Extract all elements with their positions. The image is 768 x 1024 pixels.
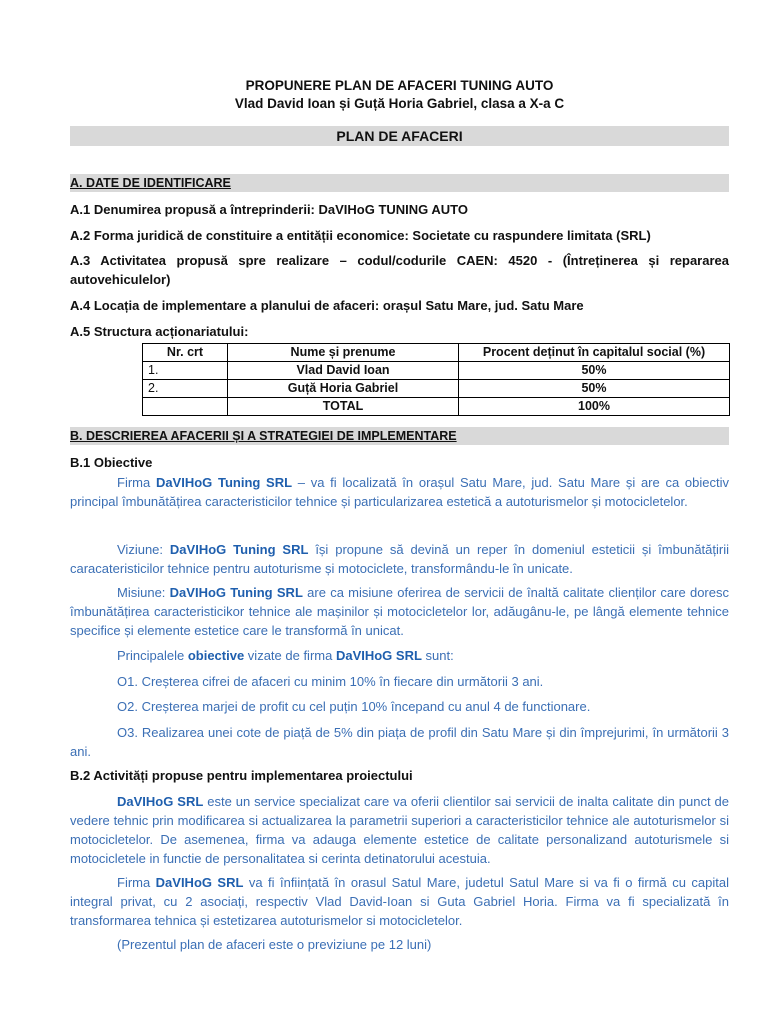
table-cell: TOTAL: [228, 398, 459, 416]
paragraph-prefix: Misiune:: [117, 585, 170, 600]
paragraph-text: vizate de firma: [244, 648, 336, 663]
paragraph-text: își propune să devină un reper în domeniul esteticii și îmbunătățirii caracateristicilor tehnice pentru autoturisme și motociclete, transformându-le în unicate.: [70, 542, 729, 576]
section-a-heading: A. DATE DE IDENTIFICARE: [70, 174, 729, 192]
table-header-cell: Procent deținut în capitalul social (%): [459, 344, 730, 362]
table-row: [143, 362, 730, 380]
b2-heading: B.2 Activități propuse pentru implementarea proiectului: [70, 768, 413, 783]
table-cell: 50%: [459, 380, 730, 398]
paragraph-text: va fi înființată în orasul Satul Mare, judetul Satul Mare si va fi o firmă cu capital integral privat, cu 2 asociați, respectiv Vlad David-Ioan si Guta Gabriel Horia. Firma va fi specializată în transformarea tehnica și estetizarea autoturismelor si motocicletelor.: [70, 875, 729, 928]
paragraph-text: este un service specializat care va oferii clientilor sai servicii de inalta calitate din punct de vedere tehnic prin modificarea si actualizarea la parametrii superiori a caracteristicilor tehnice ale autoturismelor si motocicletelor. De asemenea, firma va adauga elemente estetice de calitate personalizand autoturismele si motocicletele in functie de personalitatea si cerinta detinatorului acestuia.: [70, 794, 729, 866]
table-cell: 50%: [459, 362, 730, 380]
company-name: DaVIHoG Tuning SRL: [155, 475, 293, 490]
paragraph-text: sunt:: [421, 648, 454, 663]
paragraph-prefix: Firma: [117, 475, 156, 490]
paragraph-intro: [70, 473, 729, 511]
objective-o2: O2. Creșterea marjei de profit cu cel puțin 10% începand cu anul 4 de functionare.: [117, 699, 591, 714]
table-cell: Vlad David Ioan: [228, 362, 459, 380]
table-header-row: [143, 344, 730, 362]
item-a3: A.3 Activitatea propusă spre realizare – codul/codurile CAEN: 4520 - (Întreținerea și repararea autovehiculelor): [70, 253, 729, 287]
document-authors: Vlad David Ioan și Guță Horia Gabriel, clasa a X-a C: [234, 96, 565, 111]
company-name: DaVIHoG Tuning SRL: [169, 585, 303, 600]
table-row: [143, 398, 730, 416]
table-cell: 1.: [143, 362, 228, 380]
table-header-cell: Nr. crt: [143, 344, 228, 362]
table-cell: 100%: [459, 398, 730, 416]
table-row: [143, 380, 730, 398]
company-name: DaVIHoG SRL: [155, 875, 244, 890]
table-cell: 2.: [143, 380, 228, 398]
paragraph-prefix: Firma: [117, 875, 156, 890]
item-a2: A.2 Forma juridică de constituire a entității economice: Societate cu raspundere limitata (SRL): [70, 228, 651, 243]
table-cell: Guță Horia Gabriel: [228, 380, 459, 398]
company-name: DaVIHoG SRL: [335, 648, 422, 663]
table-cell: [143, 398, 228, 416]
paragraph-text: are ca misiune oferirea de servicii de înaltă calitate clienților care doresc îmbunătățirea caracteristicikor tehnice ale mașinilor și motocicletelor lor, adăugânu-le, pe lângă elemente tehnice specifice și elemente estetice care le transformă în unicat.: [70, 585, 729, 638]
paragraph-service: [70, 792, 729, 868]
item-a1: A.1 Denumirea propusă a întreprinderii: DaVIHoG TUNING AUTO: [70, 202, 469, 217]
paragraph-founding: [70, 873, 729, 930]
item-a4: A.4 Locația de implementare a planului de afaceri: orașul Satu Mare, jud. Satu Mare: [70, 298, 584, 313]
paragraph-prefix: Principalele: [117, 648, 188, 663]
objective-o3: O3. Realizarea unei cote de piață de 5% din piața de profil din Satu Mare și din împrejurimi, în următorii 3 ani.: [70, 725, 729, 759]
objective-o1: O1. Creșterea cifrei de afaceri cu minim 10% în fiecare din următorii 3 ani.: [117, 674, 544, 689]
document-title: PROPUNERE PLAN DE AFACERI TUNING AUTO: [245, 78, 554, 93]
paragraph-forecast: (Prezentul plan de afaceri este o previziune pe 12 luni): [117, 937, 432, 952]
paragraph-objectives-intro: [70, 646, 729, 665]
paragraph-text: – va fi localizată în orașul Satu Mare, jud. Satu Mare și are ca obiectiv principal îmbunătățirea caracteristicilor tehnice și particularizarea estetică a autoturismelor și motocicletelor.: [70, 475, 729, 509]
company-name: DaVIHoG Tuning SRL: [169, 542, 309, 557]
shareholders-table: [142, 343, 730, 416]
main-heading: PLAN DE AFACERI: [70, 126, 729, 146]
paragraph-prefix: Viziune:: [117, 542, 170, 557]
b1-heading: B.1 Obiective: [70, 455, 153, 470]
paragraph-vision: [70, 540, 729, 578]
table-header-cell: Nume și prenume: [228, 344, 459, 362]
company-name: DaVIHoG SRL: [117, 794, 204, 809]
section-b-heading: B. DESCRIEREA AFACERII ȘI A STRATEGIEI DE IMPLEMENTARE: [70, 427, 729, 445]
item-a5: A.5 Structura acționariatului:: [70, 324, 249, 339]
objectives-keyword: obiective: [187, 648, 245, 663]
paragraph-mission: [70, 583, 729, 640]
